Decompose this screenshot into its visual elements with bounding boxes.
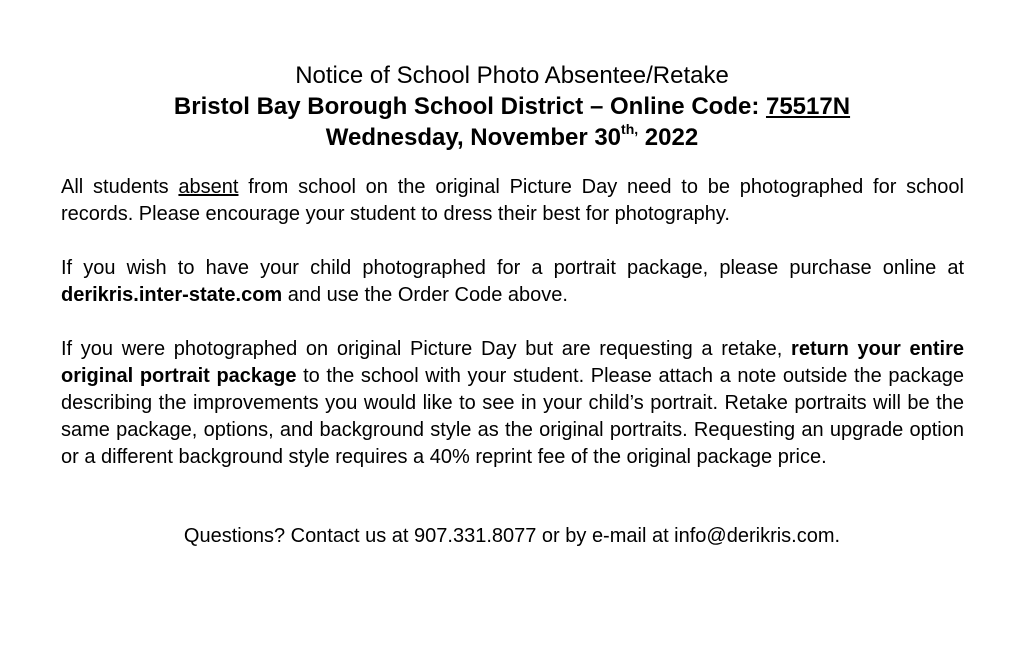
notice-title [0,61,1024,91]
contact-line [0,523,1024,550]
absent-paragraph-pre: All students [61,176,179,198]
date-prefix: Wednesday, November 30 [325,124,622,151]
district-code-line [0,92,1024,122]
retake-paragraph-post: to the school with your student. Please attach a note outside the package describing the improvements you would like to see in your child’s portrait. Retake portraits will be the same package, options, and background style as the original portraits. Requesting an upgrade option or a different background style requires a 40% reprint fee of the original package price. [61,365,965,468]
purchase-paragraph [61,255,964,309]
absent-word: absent [178,176,239,198]
purchase-paragraph-post: and use the Order Code above. [282,284,568,306]
district-name: Bristol Bay Borough School District [173,93,584,120]
retake-instruction-bold: return your entire original portrait package [61,338,964,387]
absent-paragraph-post: from school on the original Picture Day need to be photographed for school records. Please encourage your student to dress their best for photography. [61,176,964,225]
header-dash: – [583,93,610,120]
photo-date-line [0,123,1024,153]
purchase-paragraph-pre: If you wish to have your child photographed for a portrait package, please purchase online at [61,257,964,279]
online-code-label: Online Code: [609,93,766,120]
contact-text: Questions? Contact us at 907.331.8077 or by e-mail at info@derikris.com. [183,525,841,547]
order-website-link[interactable]: derikris.inter-state.com [61,284,283,306]
retake-paragraph [61,336,964,471]
absent-paragraph [61,174,964,228]
date-year: 2022 [638,124,699,151]
date-ordinal-suffix: th, [621,121,639,137]
retake-paragraph-pre: If you were photographed on original Picture Day but are requesting a retake, [61,338,792,360]
online-code-value: 75517N [765,93,851,120]
notice-title-text: Notice of School Photo Absentee/Retake [295,62,729,89]
